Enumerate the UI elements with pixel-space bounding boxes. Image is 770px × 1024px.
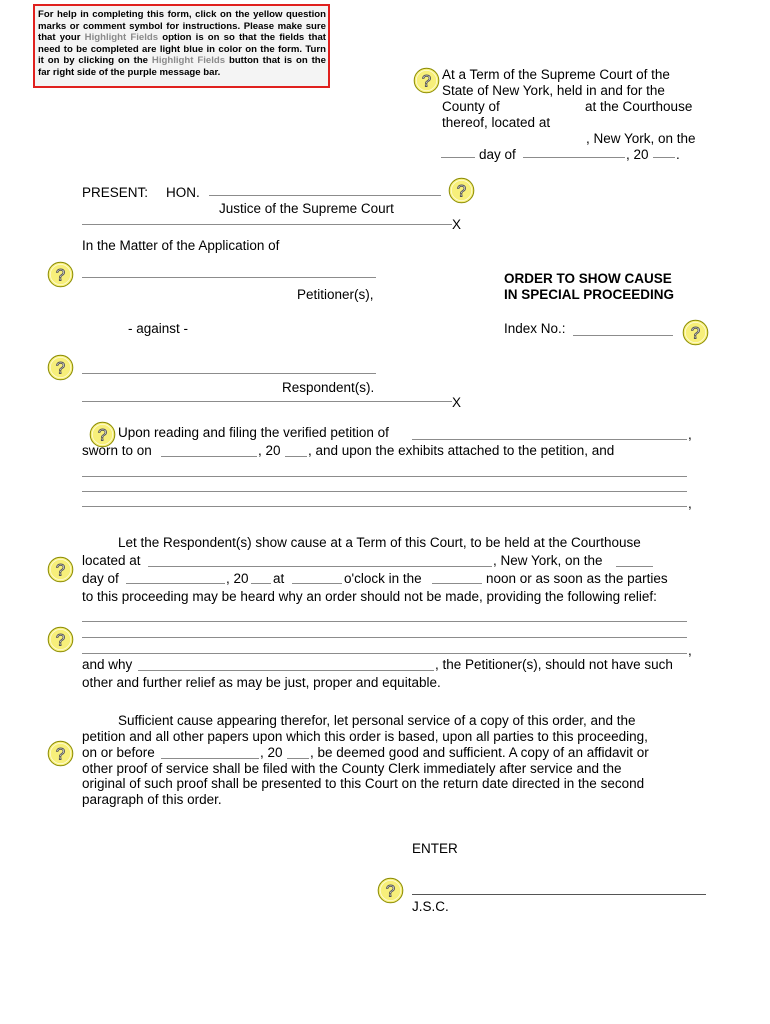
caption-bottom-rule <box>82 401 452 402</box>
highlight-fields-term: Highlight Fields <box>84 32 159 44</box>
deemed-text: , be deemed good and sufficient. A copy of an affidavit or <box>310 745 649 760</box>
help-question-icon[interactable] <box>47 740 74 767</box>
caption-month-field[interactable] <box>523 157 625 158</box>
oclock-label: o'clock in the <box>344 571 422 586</box>
hearing-month-field[interactable] <box>126 583 225 584</box>
additional-papers-field-3[interactable] <box>82 506 687 507</box>
service-date-field[interactable] <box>161 758 259 759</box>
svg-text:?: ? <box>55 358 66 378</box>
highlight-fields-button-term: Highlight Fields <box>151 55 226 67</box>
additional-papers-field-1[interactable] <box>82 476 687 477</box>
comma-20-label: , 20 <box>260 745 283 760</box>
svg-text:?: ? <box>55 265 66 285</box>
service-line-4: other proof of service shall be filed with the County Clerk immediately after service and the <box>82 761 622 776</box>
sworn-year-field[interactable] <box>285 456 307 457</box>
caption-day-field[interactable] <box>441 157 475 158</box>
comma: , <box>688 427 692 442</box>
caption-year-field[interactable] <box>653 157 675 158</box>
svg-text:?: ? <box>55 630 66 650</box>
additional-papers-field-2[interactable] <box>82 491 687 492</box>
sworn-to-on-label: sworn to on <box>82 443 152 458</box>
relief-field-2[interactable] <box>82 637 687 638</box>
exhibits-text: , and upon the exhibits attached to the petition, and <box>308 443 615 458</box>
end-comma: , <box>688 643 692 658</box>
courthouse-location-field[interactable] <box>148 566 492 567</box>
service-year-field[interactable] <box>287 758 309 759</box>
help-question-icon[interactable] <box>47 626 74 653</box>
caption-x-top: X <box>452 217 462 232</box>
svg-text:?: ? <box>690 323 701 343</box>
verified-petition-of-field[interactable] <box>412 439 687 440</box>
justice-name-field[interactable] <box>209 195 441 196</box>
svg-text:?: ? <box>456 181 467 201</box>
upon-reading-label: Upon reading and filing the verified petition of <box>118 425 389 440</box>
help-question-icon[interactable] <box>682 319 709 346</box>
present-label: PRESENT: <box>82 185 149 200</box>
svg-text:?: ? <box>421 71 432 91</box>
period: . <box>676 147 680 162</box>
on-or-before-label: on or before <box>82 745 155 760</box>
relief-field-3[interactable] <box>82 653 687 654</box>
hearing-day-field[interactable] <box>616 566 653 567</box>
index-no-label: Index No.: <box>504 321 566 336</box>
show-cause-last-line: other and further relief as may be just, proper and equitable. <box>82 675 441 690</box>
service-line-6: paragraph of this order. <box>82 792 222 807</box>
caption-line-1: At a Term of the Supreme Court of the <box>442 67 670 82</box>
matter-label: In the Matter of the Application of <box>82 238 280 253</box>
order-title-line-1: ORDER TO SHOW CAUSE <box>504 271 672 286</box>
help-question-icon[interactable] <box>448 177 475 204</box>
day-of-label: day of <box>82 571 119 586</box>
svg-text:?: ? <box>97 425 108 445</box>
caption-line-2: State of New York, held in and for the <box>442 83 665 98</box>
petitioners-label: Petitioner(s), <box>297 287 374 302</box>
and-why-label: and why <box>82 657 133 672</box>
enter-label: ENTER <box>412 841 458 856</box>
petitioner-should-text: , the Petitioner(s), should not have such <box>435 657 673 672</box>
at-courthouse-label: at the Courthouse <box>585 99 693 114</box>
at-label: at <box>273 571 285 586</box>
respondents-label: Respondent(s). <box>282 380 375 395</box>
service-line-5: original of such proof shall be presented to this Court on the return date directed in the second <box>82 776 645 791</box>
jsc-label: J.S.C. <box>412 899 449 914</box>
day-of-label: day of <box>479 147 516 162</box>
petitioner-name-field[interactable] <box>82 277 376 278</box>
service-line-1: Sufficient cause appearing therefor, let personal service of a copy of this order, and the <box>118 713 636 728</box>
index-number-field[interactable] <box>573 335 673 336</box>
respondent-name-field[interactable] <box>82 373 376 374</box>
hon-label: HON. <box>166 185 200 200</box>
show-cause-line-1: Let the Respondent(s) show cause at a Term of this Court, to be held at the Courthouse <box>118 535 641 550</box>
justice-title: Justice of the Supreme Court <box>219 201 394 216</box>
sworn-date-field[interactable] <box>161 456 257 457</box>
county-of-label: County of <box>442 99 500 114</box>
comma-20-label: , 20 <box>626 147 649 162</box>
noon-label: noon or as soon as the parties <box>486 571 668 586</box>
hearing-time-field[interactable] <box>292 583 342 584</box>
located-at-label: located at <box>82 553 141 568</box>
relief-field-1[interactable] <box>82 621 687 622</box>
help-question-icon[interactable] <box>377 877 404 904</box>
order-title-line-2: IN SPECIAL PROCEEDING <box>504 287 675 302</box>
hearing-year-field[interactable] <box>251 583 271 584</box>
end-comma: , <box>688 496 692 511</box>
svg-text:?: ? <box>55 560 66 580</box>
svg-text:?: ? <box>385 881 396 901</box>
help-question-icon[interactable] <box>47 261 74 288</box>
caption-top-rule <box>82 224 452 225</box>
and-why-field[interactable] <box>138 670 434 671</box>
svg-text:?: ? <box>55 744 66 764</box>
comma-20-label: , 20 <box>258 443 281 458</box>
show-cause-line-4: to this proceeding may be heard why an order should not be made, providing the following relief: <box>82 589 657 604</box>
help-question-icon[interactable] <box>47 556 74 583</box>
help-question-icon[interactable] <box>47 354 74 381</box>
service-line-2: petition and all other papers upon which this order is based, upon all parties to this proceeding, <box>82 729 648 744</box>
help-notice-box <box>33 4 330 88</box>
new-york-on-the-label: , New York, on the <box>586 131 696 146</box>
help-notice-text: For help in completing this form, click on the yellow question marks or comment symbol for instructions. Please make sure that your Highlight Fields option is on so that the fields that need to be completed are light blue in color on the form. Turn it on by clicking on the Highlight Fields button that is on the far right side of the purple message bar. <box>38 9 327 78</box>
new-york-on-the-label: , New York, on the <box>493 553 603 568</box>
thereof-located-label: thereof, located at <box>442 115 551 130</box>
comma-20-label: , 20 <box>226 571 249 586</box>
judge-signature-field[interactable] <box>412 894 706 895</box>
hearing-noon-field[interactable] <box>432 583 482 584</box>
caption-x-bottom: X <box>452 395 462 410</box>
help-question-icon[interactable] <box>413 67 440 94</box>
against-label: - against - <box>128 321 189 336</box>
